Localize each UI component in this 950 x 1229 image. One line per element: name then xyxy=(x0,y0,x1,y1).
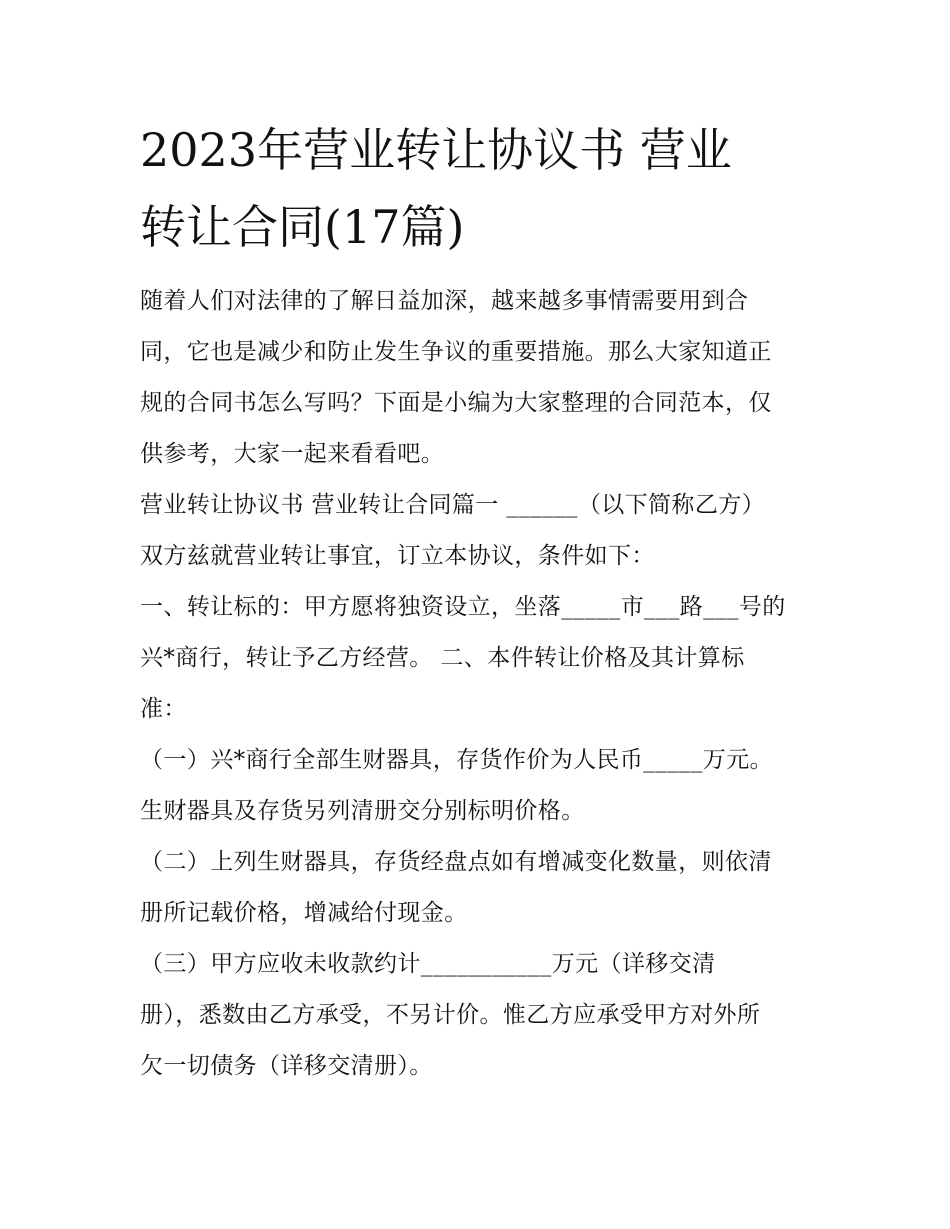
body-line: 同，它也是减少和防止发生争议的重要措施。那么大家知道正 xyxy=(140,339,772,365)
document-body xyxy=(140,276,820,1092)
body-line: （三）甲方应收未收款约计___________万元（详移交清 xyxy=(140,951,716,977)
body-line: （一）兴*商行全部生财器具，存货作价为人民币_____万元。 xyxy=(140,747,773,773)
body-line: 随着人们对法律的了解日益加深，越来越多事情需要用到合 xyxy=(140,288,749,314)
body-line: 生财器具及存货另列清册交分别标明价格。 xyxy=(140,798,585,824)
body-line: 册），悉数由乙方承受，不另计价。惟乙方应承受甲方对外所 xyxy=(140,1002,761,1028)
body-line: 欠一切债务（详移交清册）。 xyxy=(140,1053,433,1079)
body-line: 供参考，大家一起来看看吧。 xyxy=(140,441,445,467)
body-line: （二）上列生财器具，存货经盘点如有增减变化数量，则依清 xyxy=(140,849,772,875)
body-line: 双方兹就营业转让事宜，订立本协议，条件如下： xyxy=(140,543,655,569)
body-line: 准： xyxy=(140,696,187,722)
title-line: 2023年营业转让协议书 营业 xyxy=(140,123,732,177)
body-line: 册所记载价格，增减给付现金。 xyxy=(140,900,468,926)
body-line: 营业转让协议书 营业转让合同篇一 ______（以下简称乙方） xyxy=(140,492,766,518)
body-line: 兴*商行，转让予乙方经营。 二、本件转让价格及其计算标 xyxy=(140,645,745,671)
body-line: 一、转让标的：甲方愿将独资设立，坐落_____市___路___号的 xyxy=(140,594,786,620)
document-title xyxy=(140,112,820,266)
body-line: 规的合同书怎么写吗？下面是小编为大家整理的合同范本，仅 xyxy=(140,390,772,416)
title-line: 转让合同(17篇) xyxy=(140,200,465,254)
